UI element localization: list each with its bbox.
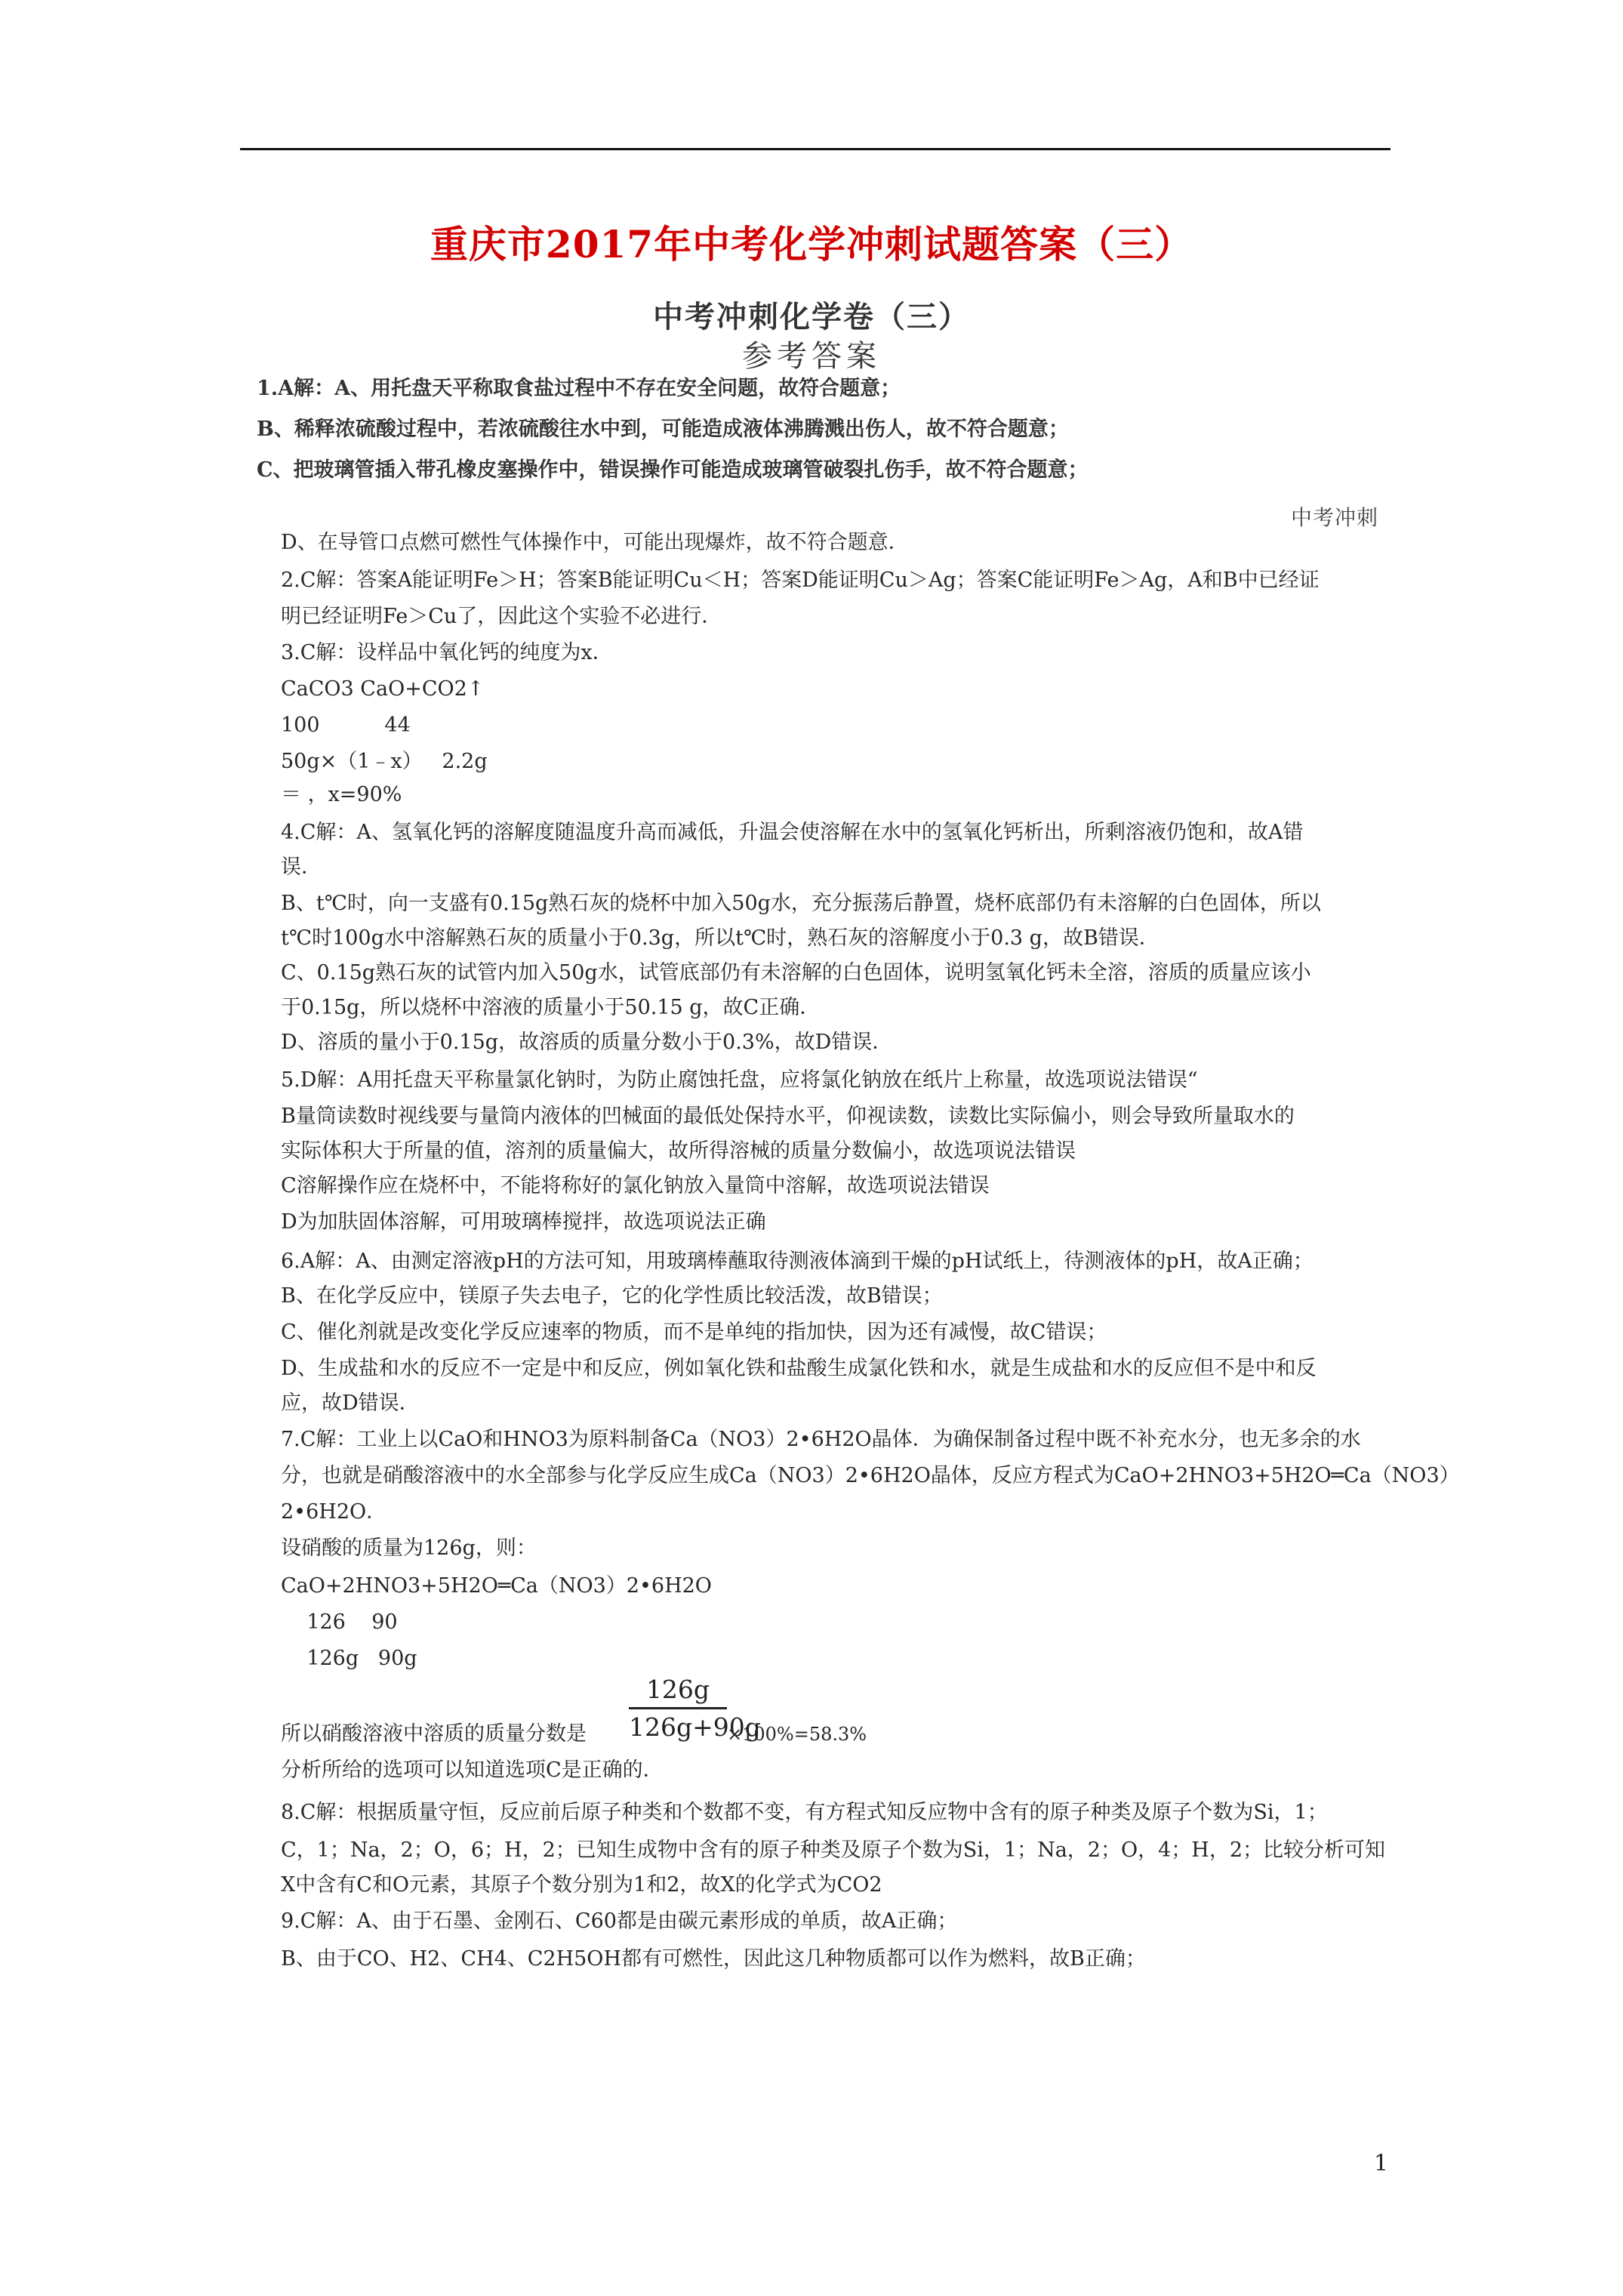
answer-line: 5.D解：A用托盘天平称量氯化钠时，为防止腐蚀托盘，应将氯化钠放在纸片上称量，故选项说法错误“ bbox=[281, 1068, 1198, 1092]
answer-line: C，1；Na，2；O，6；H，2；已知生成物中含有的原子种类及原子个数为Si，1；Na，2；O，4；H，2；比较分析可知 bbox=[281, 1838, 1386, 1862]
answer-line: 126g 90g bbox=[281, 1647, 417, 1670]
page-number: 1 bbox=[1374, 2150, 1389, 2177]
answer-line: ＝ ，x=90% bbox=[281, 783, 402, 806]
answer-heading: 参考答案 bbox=[742, 339, 881, 374]
stamp-text: 中考冲刺 bbox=[1291, 505, 1379, 530]
answer-line: 2•6H2O． bbox=[281, 1500, 387, 1524]
fraction-suffix: ×100%=58.3% bbox=[727, 1724, 867, 1745]
answer-line: B、在化学反应中，镁原子失去电子，它的化学性质比较活泼，故B错误； bbox=[281, 1284, 943, 1308]
answer-line: B、t℃时，向一支盛有0.15g熟石灰的烧杯中加入50g水，充分振荡后静置，烧杯底部仍有未溶解的白色固体，所以 bbox=[281, 892, 1321, 915]
fraction-numerator: 126g bbox=[629, 1675, 727, 1709]
answer-line: 9.C解：A、由于石墨、金刚石、C60都是由碳元素形成的单质，故A正确； bbox=[281, 1909, 958, 1933]
answer-line: 分，也就是硝酸溶液中的水全部参与化学反应生成Ca（NO3）2•6H2O晶体，反应方程式为CaO+2HNO3+5H2O═Ca（NO3） bbox=[281, 1464, 1460, 1487]
page-title: 重庆市2017年中考化学冲刺试题答案（三） bbox=[430, 222, 1193, 267]
exam-subtitle: 中考冲刺化学卷（三） bbox=[653, 299, 970, 334]
header-rule bbox=[240, 148, 1390, 150]
answer-line: CaO+2HNO3+5H2O═Ca（NO3）2•6H2O bbox=[281, 1574, 712, 1598]
answer-line: 误． bbox=[281, 855, 322, 879]
answer-line: 100 44 bbox=[281, 713, 411, 737]
answer-line: 50g×（1﹣x） 2.2g bbox=[281, 750, 488, 773]
fraction-denominator: 126g+90g bbox=[629, 1712, 761, 1742]
answer-line: 于0.15g，所以烧杯中溶液的质量小于50.15 g，故C正确． bbox=[281, 996, 821, 1019]
answer-line: D、溶质的量小于0.15g，故溶质的质量分数小于0.3%，故D错误． bbox=[281, 1031, 893, 1054]
answer-line: 分析所给的选项可以知道选项C是正确的． bbox=[281, 1758, 664, 1782]
answer-line: 设硝酸的质量为126g，则： bbox=[281, 1536, 537, 1560]
answer-line: 126 90 bbox=[281, 1610, 398, 1634]
answer-line: 明已经证明Fe＞Cu了，因此这个实验不必进行． bbox=[281, 605, 722, 628]
answer-line: t℃时100g水中溶解熟石灰的质量小于0.3g，所以t℃时，熟石灰的溶解度小于0.3 g，故B错误． bbox=[281, 926, 1160, 950]
answer-line: C、0.15g熟石灰的试管内加入50g水，试管底部仍有未溶解的白色固体，说明氢氧化钙未全溶，溶质的质量应该小 bbox=[281, 961, 1311, 985]
answer-line: 4.C解：A、氢氧化钙的溶解度随温度升高而减低，升温会使溶解在水中的氢氧化钙析出，所剩溶液仍饱和，故A错 bbox=[281, 821, 1304, 844]
answer-line: 2.C解：答案A能证明Fe＞H；答案B能证明Cu＜H；答案D能证明Cu＞Ag；答案C能证明Fe＞Ag，A和B中已经证 bbox=[281, 569, 1320, 592]
answer-line: 应，故D错误． bbox=[281, 1391, 420, 1415]
answer-line: X中含有C和O元素，其原子个数分别为1和2，故X的化学式为CO2 bbox=[281, 1873, 882, 1897]
answer-line: C、催化剂就是改变化学反应速率的物质，而不是单纯的指加快，因为还有减慢，故C错误； bbox=[281, 1321, 1107, 1344]
answer-line: C、把玻璃管插入带孔橡皮塞操作中，错误操作可能造成玻璃管破裂扎伤手，故不符合题意； bbox=[257, 458, 1089, 482]
answer-line: CaCO3 CaO+CO2↑ bbox=[281, 677, 485, 701]
answer-line: B、由于CO、H2、CH4、C2H5OH都有可燃性，因此这几种物质都可以作为燃料，故B正确； bbox=[281, 1947, 1146, 1971]
answer-line: C溶解操作应在烧杯中，不能将称好的氯化钠放入量筒中溶解，故选项说法错误 bbox=[281, 1174, 990, 1197]
answer-line: 所以硝酸溶液中溶质的质量分数是 bbox=[281, 1722, 587, 1746]
answer-line: D、生成盐和水的反应不一定是中和反应，例如氧化铁和盐酸生成氯化铁和水，就是生成盐和水的反应但不是中和反 bbox=[281, 1357, 1317, 1380]
answer-line: 实际体积大于所量的值，溶剂的质量偏大，故所得溶械的质量分数偏小，故选项说法错误 bbox=[281, 1139, 1076, 1163]
answer-line: D、在导管口点燃可燃性气体操作中，可能出现爆炸，故不符合题意． bbox=[281, 531, 909, 554]
answer-line: 3.C解：设样品中氧化钙的纯度为x． bbox=[281, 641, 613, 664]
answer-line: B量筒读数时视线要与量筒内液体的凹械面的最低处保持水平，仰视读数，读数比实际偏小，则会导致所量取水的 bbox=[281, 1105, 1295, 1128]
answer-line: 6.A解：A、由测定溶液pH的方法可知，用玻璃棒蘸取待测液体滴到干燥的pH试纸上，待测液体的pH，故A正确； bbox=[281, 1250, 1313, 1273]
answer-line: 8.C解：根据质量守恒，反应前后原子种类和个数都不变，有方程式知反应物中含有的原子种类及原子个数为Si，1； bbox=[281, 1801, 1328, 1824]
answer-line: B、稀释浓硫酸过程中，若浓硫酸往水中到，可能造成液体沸腾溅出伤人，故不符合题意； bbox=[257, 418, 1069, 441]
answer-line: 7.C解：工业上以CaO和HNO3为原料制备Ca（NO3）2•6H2O晶体．为确保制备过程中既不补充水分，也无多余的水 bbox=[281, 1428, 1361, 1451]
fraction bbox=[629, 1675, 761, 1742]
answer-line: D为加肤固体溶解，可用玻璃棒搅拌，故选项说法正确 bbox=[281, 1210, 766, 1234]
answer-line: 1.A解：A、用托盘天平称取食盐过程中不存在安全问题，故符合题意； bbox=[257, 377, 901, 400]
